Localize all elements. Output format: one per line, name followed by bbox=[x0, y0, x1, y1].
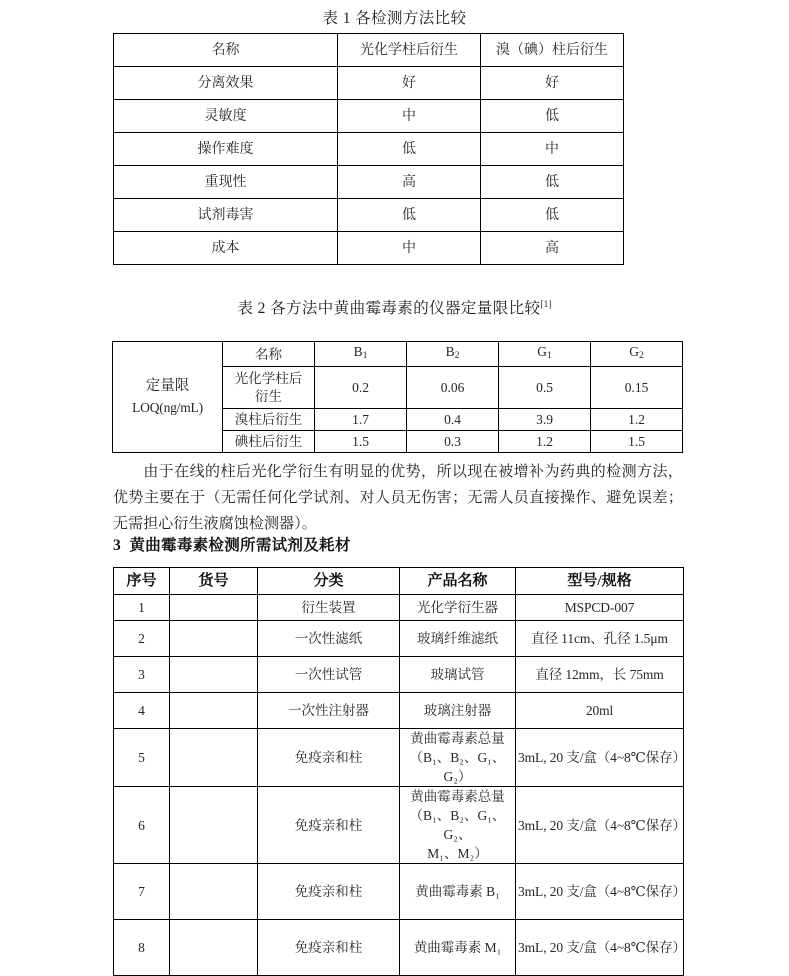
table2-stub-line1: 定量限 bbox=[145, 378, 190, 394]
table2-value: 0.15 bbox=[591, 367, 683, 409]
table-row bbox=[114, 787, 684, 864]
table3-cell-spec: 3mL, 20 支/盒（4~8℃保存） bbox=[516, 920, 684, 976]
table3-cell-category: 一次性滤纸 bbox=[258, 621, 400, 657]
table3-cell-product: 玻璃纤维滤纸 bbox=[400, 621, 516, 657]
table2-header-g2: $G_2$ bbox=[591, 342, 683, 367]
table1-cell: 中 bbox=[481, 133, 624, 166]
table-row bbox=[114, 657, 684, 693]
table2-method-name: 碘柱后衍生 bbox=[223, 431, 315, 453]
table2-value: 1.5 bbox=[315, 431, 407, 453]
table3-cell-category: 免疫亲和柱 bbox=[258, 920, 400, 976]
table3-header-spec: 型号/规格 bbox=[516, 568, 684, 595]
table1-cell: 高 bbox=[338, 166, 481, 199]
table1-header-cell-1: 光化学柱后衍生 bbox=[338, 34, 481, 67]
table3-cell-code bbox=[170, 729, 258, 787]
table3-header-product: 产品名称 bbox=[400, 568, 516, 595]
table3 bbox=[113, 567, 684, 976]
table1-cell: 成本 bbox=[114, 232, 338, 265]
table1-header-cell-0: 名称 bbox=[114, 34, 338, 67]
table-row bbox=[114, 864, 684, 920]
table3-cell-code bbox=[170, 920, 258, 976]
table3-cell-spec: 3mL, 20 支/盒（4~8℃保存） bbox=[516, 729, 684, 787]
table2-stub-line2: LOQ(ng/mL) bbox=[132, 400, 203, 415]
table3-cell-product: 黄曲霉毒素总量 （B₁、B₂、G₁、G₂） bbox=[400, 729, 516, 787]
table2-value: 0.3 bbox=[407, 431, 499, 453]
table-row bbox=[114, 693, 684, 729]
table-row bbox=[114, 133, 624, 166]
table3-cell-no: 2 bbox=[114, 621, 170, 657]
table3-cell-code bbox=[170, 657, 258, 693]
table3-cell-code bbox=[170, 693, 258, 729]
table3-header-category: 分类 bbox=[258, 568, 400, 595]
table-row bbox=[114, 34, 624, 67]
table1-cell: 好 bbox=[338, 67, 481, 100]
table1-cell: 低 bbox=[481, 199, 624, 232]
table2-stub-label bbox=[113, 342, 223, 453]
table-row bbox=[114, 100, 624, 133]
table3-cell-spec: 直径 12mm，长 75mm bbox=[516, 657, 684, 693]
table2-header-g1: $G_1$ bbox=[499, 342, 591, 367]
table1-cell: 低 bbox=[338, 133, 481, 166]
table3-cell-spec: 直径 11cm、孔径 1.5μm bbox=[516, 621, 684, 657]
table1-cell: 低 bbox=[481, 166, 624, 199]
table3-cell-category: 免疫亲和柱 bbox=[258, 864, 400, 920]
table1-cell: 操作难度 bbox=[114, 133, 338, 166]
table3-cell-product: 玻璃试管 bbox=[400, 657, 516, 693]
table-row bbox=[113, 342, 683, 367]
table3-header-row bbox=[114, 568, 684, 595]
table1-cell: 高 bbox=[481, 232, 624, 265]
table3-cell-product: 玻璃注射器 bbox=[400, 693, 516, 729]
table3-cell-no: 6 bbox=[114, 787, 170, 864]
table2-value: 1.2 bbox=[591, 409, 683, 431]
table2-header-b1: $B_1$ bbox=[315, 342, 407, 367]
table2-value: 0.06 bbox=[407, 367, 499, 409]
table2-value: 0.2 bbox=[315, 367, 407, 409]
table2-value: 1.2 bbox=[499, 431, 591, 453]
table1-caption-text: 表 1 各检测方法比较 bbox=[322, 10, 467, 27]
table2-method-name: 光化学柱后 衍生 bbox=[223, 367, 315, 409]
paragraph-text: 由于在线的柱后光化学衍生有明显的优势，所以现在被增补为药典的检测方法，优势主要在于（无需任何化学试剂、对人员无伤害；无需人员直接操作、避免误差；无需担心衍生液腐蚀检测器）。 bbox=[113, 464, 683, 532]
table-row bbox=[114, 166, 624, 199]
table1-cell: 分离效果 bbox=[114, 67, 338, 100]
section-heading-3 bbox=[113, 533, 683, 555]
table3-cell-code bbox=[170, 787, 258, 864]
body-paragraph-container bbox=[113, 459, 683, 537]
table1-cell: 中 bbox=[338, 100, 481, 133]
table-row bbox=[114, 920, 684, 976]
table1-cell: 低 bbox=[338, 199, 481, 232]
table2 bbox=[112, 341, 683, 453]
table3-cell-spec: MSPCD-007 bbox=[516, 595, 684, 621]
table3-cell-no: 7 bbox=[114, 864, 170, 920]
table1-caption bbox=[0, 6, 789, 28]
table2-header-b2: $B_2$ bbox=[407, 342, 499, 367]
table3-header-code: 货号 bbox=[170, 568, 258, 595]
table2-value: 1.5 bbox=[591, 431, 683, 453]
table1-cell: 试剂毒害 bbox=[114, 199, 338, 232]
body-paragraph bbox=[113, 459, 683, 537]
table3-cell-product: 黄曲霉毒素 M₁ bbox=[400, 920, 516, 976]
table2-caption bbox=[0, 296, 789, 318]
table1-cell: 灵敏度 bbox=[114, 100, 338, 133]
table-row bbox=[114, 621, 684, 657]
table3-cell-category: 衍生装置 bbox=[258, 595, 400, 621]
table1-header-cell-2: 溴（碘）柱后衍生 bbox=[481, 34, 624, 67]
table-row bbox=[114, 199, 624, 232]
table2-value: 1.7 bbox=[315, 409, 407, 431]
table1-cell: 重现性 bbox=[114, 166, 338, 199]
table1-cell: 低 bbox=[481, 100, 624, 133]
table3-cell-no: 3 bbox=[114, 657, 170, 693]
table1-container bbox=[113, 33, 624, 265]
table3-cell-no: 4 bbox=[114, 693, 170, 729]
table-row bbox=[114, 595, 684, 621]
table2-container bbox=[112, 341, 683, 453]
table1-cell: 中 bbox=[338, 232, 481, 265]
table-row bbox=[114, 729, 684, 787]
table2-header-name: 名称 bbox=[223, 342, 315, 367]
table3-cell-product: 黄曲霉毒素 B₁ bbox=[400, 864, 516, 920]
table2-value: 0.4 bbox=[407, 409, 499, 431]
table3-cell-category: 一次性注射器 bbox=[258, 693, 400, 729]
table3-cell-product: 黄曲霉毒素总量 （B₁、B₂、G₁、G₂、 M₁、M₂） bbox=[400, 787, 516, 864]
table3-cell-code bbox=[170, 621, 258, 657]
table3-cell-no: 1 bbox=[114, 595, 170, 621]
table3-cell-code bbox=[170, 595, 258, 621]
table3-cell-spec: 20ml bbox=[516, 693, 684, 729]
table2-caption-superscript: [1] bbox=[540, 299, 552, 310]
table3-header-no: 序号 bbox=[114, 568, 170, 595]
table1-cell: 好 bbox=[481, 67, 624, 100]
table3-container bbox=[113, 567, 684, 976]
table2-method-name: 溴柱后衍生 bbox=[223, 409, 315, 431]
table-row bbox=[114, 67, 624, 100]
table-row bbox=[114, 232, 624, 265]
table1 bbox=[113, 33, 624, 265]
table3-cell-category: 一次性试管 bbox=[258, 657, 400, 693]
section-title: 黄曲霉毒素检测所需试剂及耗材 bbox=[129, 537, 351, 554]
table3-cell-product: 光化学衍生器 bbox=[400, 595, 516, 621]
table3-cell-category: 免疫亲和柱 bbox=[258, 787, 400, 864]
table3-cell-no: 5 bbox=[114, 729, 170, 787]
table2-value: 0.5 bbox=[499, 367, 591, 409]
table3-cell-spec: 3mL, 20 支/盒（4~8℃保存） bbox=[516, 864, 684, 920]
table2-value: 3.9 bbox=[499, 409, 591, 431]
table3-cell-no: 8 bbox=[114, 920, 170, 976]
section-number: 3 bbox=[113, 537, 122, 554]
table2-caption-text: 表 2 各方法中黄曲霉毒素的仪器定量限比较 bbox=[237, 300, 541, 317]
table3-cell-spec: 3mL, 20 支/盒（4~8℃保存） bbox=[516, 787, 684, 864]
table3-cell-code bbox=[170, 864, 258, 920]
table3-cell-category: 免疫亲和柱 bbox=[258, 729, 400, 787]
